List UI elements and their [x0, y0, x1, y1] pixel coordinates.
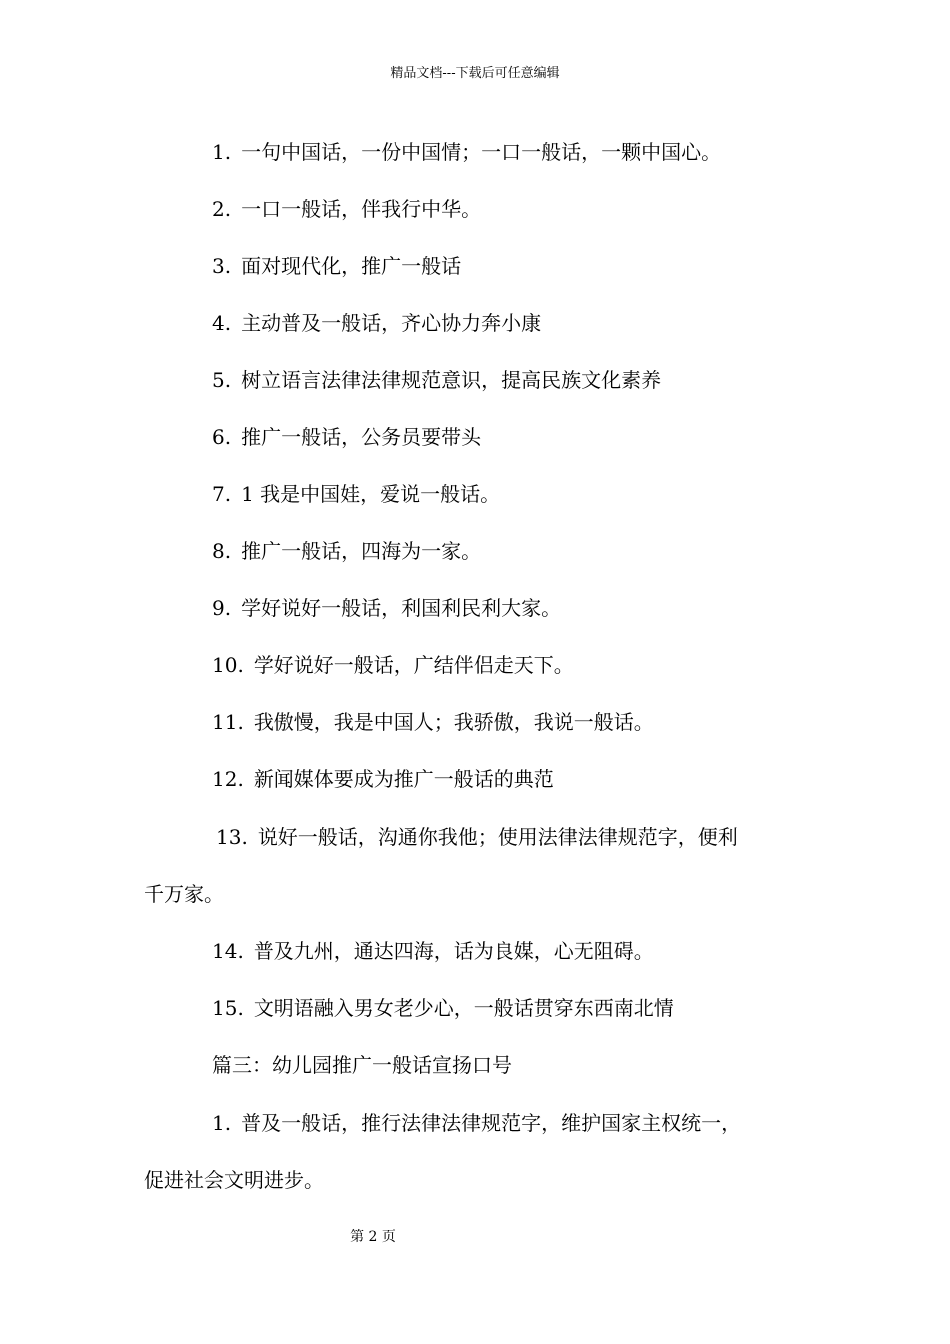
list-item	[212, 481, 500, 507]
item-text: 主动普及一般话，齐心协力奔小康	[241, 311, 542, 335]
item-number: 14.	[212, 939, 244, 963]
item-text: 说好一般话，沟通你我他；使用法律法律规范字，便利	[257, 825, 738, 849]
list-item	[212, 253, 461, 279]
item-text: 推广一般话，四海为一家。	[241, 539, 482, 563]
item-text: 学好说好一般话，利国利民利大家。	[241, 596, 562, 620]
page-header: 精品文档---下载后可任意编辑	[390, 66, 560, 81]
item-text: 学好说好一般话，广结伴侣走天下。	[253, 653, 574, 677]
section-title: 篇三：幼儿园推广一般话宣扬口号	[212, 1053, 512, 1077]
item-text: 文明语融入男女老少心，一般话贯穿东西南北情	[253, 996, 674, 1020]
item-text: 普及九州，通达四海，话为良媒，心无阻碍。	[253, 939, 654, 963]
item-number: 12.	[212, 767, 244, 791]
list-item	[212, 1110, 741, 1136]
item-number: 2.	[212, 197, 232, 221]
page-footer: 第 2 页	[350, 1229, 396, 1245]
item-number: 8.	[212, 539, 232, 563]
item-text: 一口一般话，伴我行中华。	[241, 197, 482, 221]
list-item	[212, 709, 654, 735]
item-number: 10.	[212, 653, 244, 677]
list-item	[212, 766, 554, 792]
item-text: 推广一般话，公务员要带头	[241, 425, 482, 449]
list-item-continuation: 千万家。	[144, 882, 224, 906]
list-item	[212, 139, 721, 165]
item-number: 15.	[212, 996, 244, 1020]
list-item	[212, 367, 661, 393]
item-text: 一句中国话，一份中国情；一口一般话，一颗中国心。	[241, 140, 722, 164]
item-number: 6.	[212, 425, 232, 449]
list-item	[212, 310, 541, 336]
list-item	[212, 196, 481, 222]
item-number: 5.	[212, 368, 232, 392]
item-text: 普及一般话，推行法律法律规范字，维护国家主权统一，	[241, 1111, 742, 1135]
item-text: 面对现代化，推广一般话	[241, 254, 462, 278]
item-number: 4.	[212, 311, 232, 335]
list-item	[212, 424, 481, 450]
list-item	[212, 995, 674, 1021]
item-number: 9.	[212, 596, 232, 620]
list-item	[212, 595, 561, 621]
item-number: 13.	[216, 825, 248, 849]
list-item	[212, 538, 481, 564]
item-text: 新闻媒体要成为推广一般话的典范	[253, 767, 554, 791]
list-item	[216, 824, 738, 850]
item-text: 我傲慢，我是中国人；我骄傲，我说一般话。	[253, 710, 654, 734]
item-text: 1 我是中国娃，爱说一般话。	[241, 482, 501, 506]
item-number: 3.	[212, 254, 232, 278]
item-number: 1.	[212, 140, 232, 164]
item-number: 11.	[212, 710, 244, 734]
list-item	[212, 652, 574, 678]
list-item-continuation: 促进社会文明进步。	[144, 1168, 324, 1192]
item-number: 7.	[212, 482, 232, 506]
item-number: 1.	[212, 1111, 232, 1135]
item-text: 树立语言法律法律规范意识，提高民族文化素养	[241, 368, 662, 392]
list-item	[212, 938, 654, 964]
